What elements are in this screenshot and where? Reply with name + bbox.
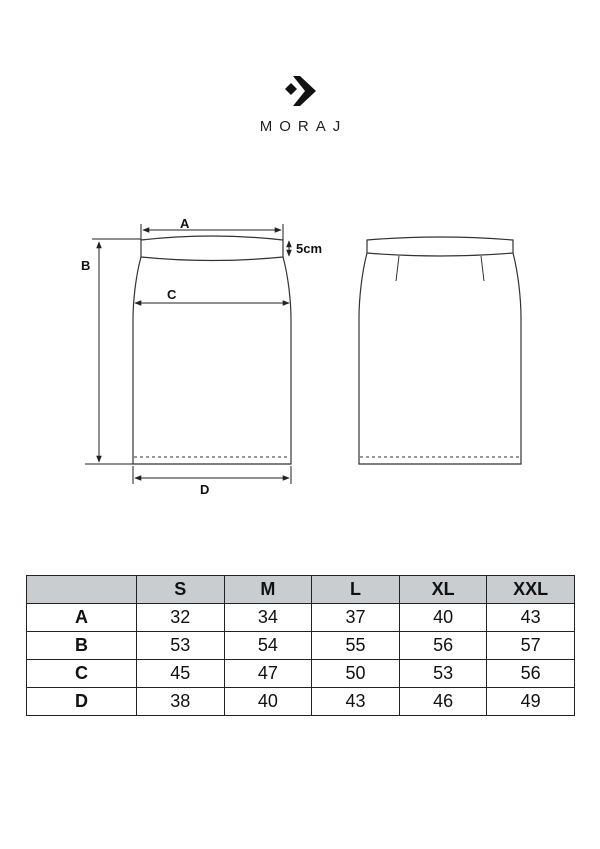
- table-cell: 40: [399, 604, 487, 632]
- header-size-l: L: [312, 576, 400, 604]
- row-label: D: [27, 688, 137, 716]
- skirt-front-view: [133, 236, 291, 464]
- brand-name: MORAJ: [259, 118, 348, 135]
- table-row: [27, 660, 575, 688]
- label-a: A: [180, 216, 190, 231]
- table-row: [27, 632, 575, 660]
- table-cell: 54: [224, 632, 312, 660]
- row-label: A: [27, 604, 137, 632]
- table-cell: 38: [137, 688, 225, 716]
- table-cell: 40: [224, 688, 312, 716]
- header-size-s: S: [137, 576, 225, 604]
- table-cell: 45: [137, 660, 225, 688]
- table-cell: 34: [224, 604, 312, 632]
- label-waistband: 5cm: [296, 241, 323, 256]
- table-cell: 57: [487, 632, 575, 660]
- table-cell: 56: [399, 632, 487, 660]
- row-label: B: [27, 632, 137, 660]
- header-size-xxl: XXL: [487, 576, 575, 604]
- table-cell: 46: [399, 688, 487, 716]
- label-b: B: [81, 258, 91, 273]
- table-cell: 43: [487, 604, 575, 632]
- table-cell: 37: [312, 604, 400, 632]
- header-size-m: M: [224, 576, 312, 604]
- size-chart-table: [26, 575, 575, 716]
- table-row: [27, 688, 575, 716]
- table-cell: 49: [487, 688, 575, 716]
- header-corner: [27, 576, 137, 604]
- table-cell: 47: [224, 660, 312, 688]
- table-cell: 56: [487, 660, 575, 688]
- table-cell: 32: [137, 604, 225, 632]
- table-row: [27, 604, 575, 632]
- table-cell: 55: [312, 632, 400, 660]
- table-cell: 53: [399, 660, 487, 688]
- label-d: D: [200, 482, 210, 497]
- table-cell: 43: [312, 688, 400, 716]
- measure-d: [133, 466, 291, 484]
- size-header-row: [27, 576, 575, 604]
- table-cell: 53: [137, 632, 225, 660]
- row-label: C: [27, 660, 137, 688]
- skirt-back-view: [359, 237, 521, 464]
- label-c: C: [167, 287, 177, 302]
- header-size-xl: XL: [399, 576, 487, 604]
- table-cell: 50: [312, 660, 400, 688]
